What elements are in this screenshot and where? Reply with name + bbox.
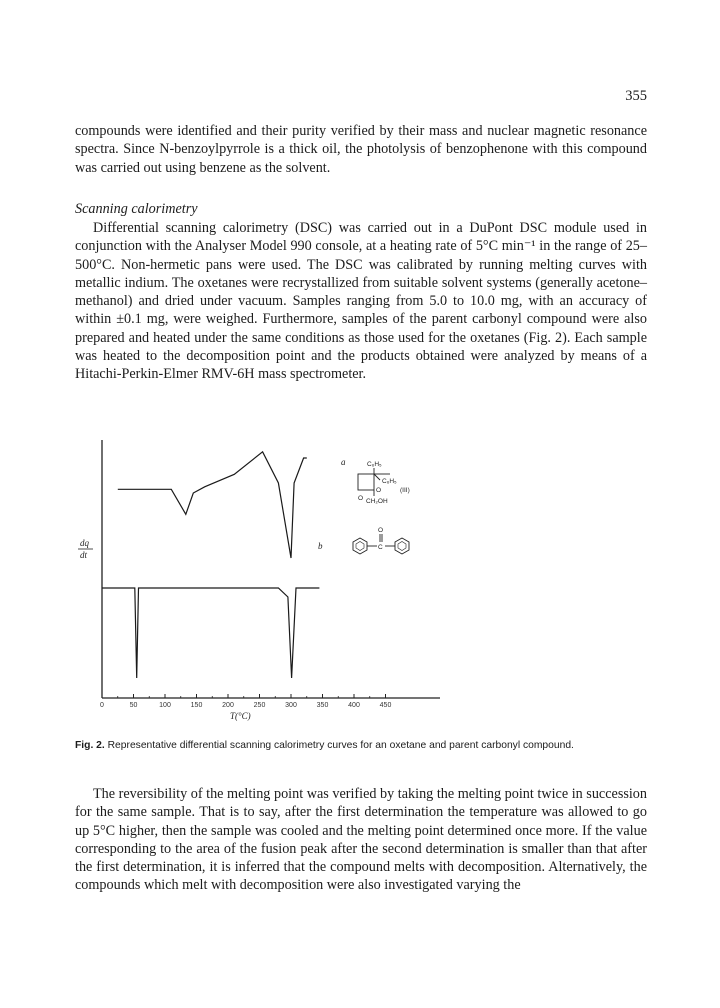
caption-label: Fig. 2. — [75, 740, 105, 751]
chem-a-top: C₆H₅ — [367, 461, 382, 468]
caption-text: Representative differential scanning calorimetry curves for an oxetane and parent carbonyl compound. — [107, 740, 574, 751]
dsc-figure — [60, 430, 460, 730]
chem-a-o: O — [376, 487, 382, 494]
compound-a-label: (III) — [400, 487, 410, 494]
curve-a-label: a — [341, 457, 346, 467]
x-tick-label: 300 — [285, 702, 297, 709]
x-tick-label: 200 — [222, 702, 234, 709]
figure-caption — [75, 739, 650, 752]
paragraph-intro: compounds were identified and their purity verified by their mass and nuclear magnetic resonance spectra. Since N-benzoylpyrrole is a thick oil, the photolysis of benzophenone with this compound was carried out using benzene as the solvent. — [75, 123, 647, 176]
paragraph-dsc-method: Differential scanning calorimetry (DSC) was carried out in a DuPont DSC module used in conjunction with the Analyser Model 990 console, at a heating rate of 5°C min⁻¹ in the range of 25–500°C. Non-hermetic pans were used. The DSC was calibrated by running melting curves with metallic indium. The oxetanes were recrystallized from suitable solvent systems (generally acetone–methanol) and dried under vacuum. Samples ranging from 5.0 to 10.0 mg, with an accuracy of within ±0.1 mg, were weighed. Furthermore, samples of the parent carbonyl compound were also prepared and heated under the same conditions as those used for the oxetanes (Fig. 2). Each sample was heated to the decomposition point and the products obtained were analyzed by means of a Hitachi-Perkin-Elmer RMV-6H mass spectrometer. — [75, 220, 647, 383]
x-tick-labels — [100, 702, 391, 709]
dsc-chart — [60, 430, 460, 730]
chem-a-o2: O — [358, 495, 364, 502]
x-tick-label: 250 — [253, 702, 266, 709]
chem-a-ch2oh: CH₂OH — [366, 498, 388, 505]
paragraph-reversibility: The reversibility of the melting point was verified by taking the melting point twice in succession for the same sample. That is to say, after the first determination the temperature was allowed to go up 5°C higher, then the sample was cooled and the melting point determined once more. If the value corresponding to the area of the fusion peak after the second determination is smaller than that after the first determination, it is inferred that the compound melts with decomposition. Alternatively, the compounds which melt with decomposition were also investigated varying the — [75, 786, 647, 894]
chem-b-o: O — [378, 527, 384, 534]
x-tick-label: 100 — [159, 702, 171, 709]
chem-a-side: C₆H₅ — [382, 478, 397, 485]
x-tick-label: 150 — [190, 702, 203, 709]
x-tick-label: 50 — [129, 702, 138, 709]
series-line-a — [118, 452, 307, 558]
x-tick-label: 450 — [379, 702, 392, 709]
y-axis-label-top: dq — [80, 538, 89, 548]
section-heading: Scanning calorimetry — [75, 201, 198, 217]
x-axis-label: T(°C) — [230, 711, 251, 721]
curve-b-label: b — [318, 541, 323, 551]
page-number: 355 — [625, 88, 647, 104]
x-tick-label: 350 — [316, 702, 329, 709]
y-axis-label-bottom: dt — [80, 550, 88, 560]
x-tick-label: 400 — [348, 702, 360, 709]
series-line-b — [102, 588, 319, 678]
x-tick-label: 0 — [100, 702, 104, 709]
chem-b-c: C — [378, 544, 383, 551]
